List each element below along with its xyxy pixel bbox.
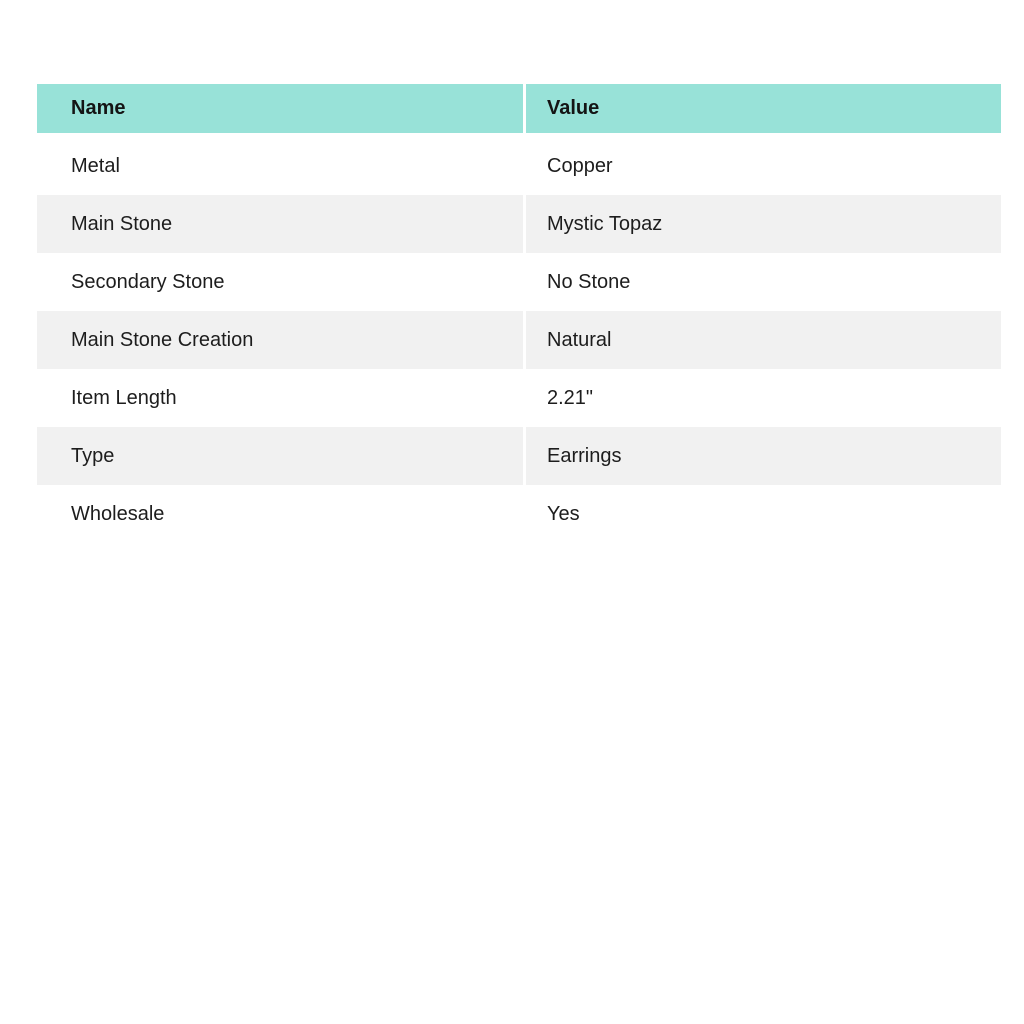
attribute-name: Main Stone Creation xyxy=(37,311,526,369)
attribute-value: Natural xyxy=(547,328,612,351)
attribute-name: Item Length xyxy=(37,369,526,427)
table-row xyxy=(37,311,1001,369)
attribute-name: Type xyxy=(37,427,526,485)
table-row xyxy=(37,485,1001,543)
attribute-name: Secondary Stone xyxy=(37,253,526,311)
table-header-row xyxy=(37,84,1001,133)
attribute-value: Copper xyxy=(547,154,613,177)
attribute-value: Yes xyxy=(547,502,580,525)
attribute-value: Mystic Topaz xyxy=(547,212,663,235)
table-row xyxy=(37,137,1001,195)
table-row xyxy=(37,427,1001,485)
attribute-name: Main Stone xyxy=(37,195,526,253)
attribute-value: No Stone xyxy=(547,270,631,293)
table-row xyxy=(37,195,1001,253)
attribute-value: 2.21" xyxy=(547,386,594,409)
table-row xyxy=(37,253,1001,311)
column-header-name: Name xyxy=(37,84,526,133)
attribute-value: Earrings xyxy=(547,444,622,467)
table-row xyxy=(37,369,1001,427)
attribute-name: Wholesale xyxy=(37,485,526,543)
column-header-value: Value xyxy=(547,97,600,119)
item-specifics-table xyxy=(37,84,1001,543)
attribute-name: Metal xyxy=(37,137,526,195)
